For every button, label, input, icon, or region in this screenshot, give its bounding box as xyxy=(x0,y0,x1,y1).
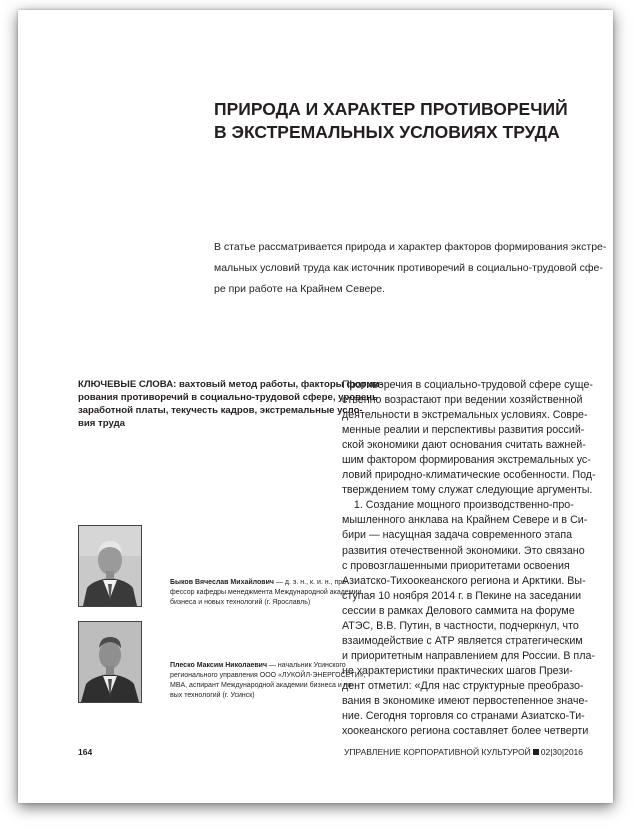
portrait-image xyxy=(79,526,141,606)
body-line: ской экономики дают основания считать важней- xyxy=(342,439,586,452)
author-plesko xyxy=(170,661,366,701)
body-line: бири — насущная задача современного этапа xyxy=(342,529,573,542)
author-affiliation: — начальник Усинского xyxy=(268,662,346,669)
keywords-block xyxy=(78,378,383,430)
body-line: 1. Создание мощного производственно-про- xyxy=(342,499,574,512)
body-line: АТЭС, В.В. Путин, в частности, подчеркнул, что xyxy=(342,619,579,632)
author-line: регионального управления ООО «ЛУКОЙЛ-ЭНЕРГОСЕТИ», xyxy=(170,672,366,679)
body-line: с провозглашенными приоритетами освоения xyxy=(342,559,570,572)
body-line: ственно возрастают при ведении хозяйственной xyxy=(342,394,583,407)
running-footer xyxy=(344,747,583,757)
author-bykov xyxy=(170,578,360,608)
author-line: фессор кафедры менеджмента Международной академии xyxy=(170,589,362,596)
body-line: не характеристики практических шагов Прези- xyxy=(342,664,573,677)
body-line: сессии в рамках Делового саммита на форуме xyxy=(342,604,575,617)
body-line: менные реалии и перспективы развития россий- xyxy=(342,424,585,437)
body-line: развития отечественной экономики. Это связано xyxy=(342,544,585,557)
author-line: бизнеса и новых технологий (г. Ярославль) xyxy=(170,599,311,606)
author-name: Плеско Максим Николаевич xyxy=(170,662,268,669)
author-name: Быков Вячеслав Михайлович xyxy=(170,579,274,586)
issue-number: 02|30|2016 xyxy=(540,747,583,757)
title-line: ПРИРОДА И ХАРАКТЕР ПРОТИВОРЕЧИЙ xyxy=(214,99,568,119)
body-text-column xyxy=(342,378,596,739)
body-line: ловий природно-климатические особенности. Под- xyxy=(342,469,596,482)
body-line: Противоречия в социально-трудовой сфере суще- xyxy=(342,379,593,391)
body-line: тверждением тому служат следующие аргументы. xyxy=(342,484,593,497)
author-affiliation: — д. э. н., к. и. н., про- xyxy=(275,579,349,586)
author-line: вых технологий (г. Усинск) xyxy=(170,692,255,699)
square-bullet-icon xyxy=(533,749,539,755)
journal-page xyxy=(18,10,613,803)
keywords-line: КЛЮЧЕВЫЕ СЛОВА: вахтовый метод работы, факторы форми- xyxy=(78,379,383,390)
abstract-line: мальных условий труда как источник противоречий в социально-трудовой сфе- xyxy=(214,262,603,274)
body-line: ние. Сегодня торговля со странами Азиатско-Ти- xyxy=(342,710,585,723)
body-line: дент отметил: «Для нас структурные преобразо- xyxy=(342,679,584,692)
author-line xyxy=(170,661,360,671)
author-photo-plesko xyxy=(78,621,142,703)
article-abstract xyxy=(214,237,607,300)
body-line: хоокеанского региона составляет более четверти xyxy=(342,725,589,738)
author-photo-bykov xyxy=(78,525,142,607)
journal-name: УПРАВЛЕНИЕ КОРПОРАТИВНОЙ КУЛЬТУРОЙ xyxy=(343,747,531,757)
keywords-line: вия труда xyxy=(78,418,126,429)
portrait-image xyxy=(79,622,141,702)
body-line: взаимодействие с АТР является стратегическим xyxy=(342,634,583,647)
body-line: ступая 10 ноября 2014 г. в Пекине на заседании xyxy=(342,589,582,602)
body-line: шим фактором формирования экстремальных ус- xyxy=(342,454,591,467)
body-line: Азиатско-Тихоокеанского региона и Арктики. Вы- xyxy=(342,574,586,587)
body-line: и приоритетным направлением для России. В пла- xyxy=(342,649,595,662)
keywords-line: рования противоречий в социально-трудовой сфере, уровень xyxy=(78,392,378,403)
abstract-line: В статье рассматривается природа и характер факторов формирования экстре- xyxy=(214,241,607,253)
author-line: MBA, аспирант Международной академии бизнеса и но- xyxy=(170,682,354,689)
author-line xyxy=(170,578,360,588)
title-line: В ЭКСТРЕМАЛЬНЫХ УСЛОВИЯХ ТРУДА xyxy=(214,122,560,142)
body-line: деятельности в экстремальных условиях. Совре- xyxy=(342,409,588,422)
keywords-line: заработной платы, текучесть кадров, экстремальные усло- xyxy=(78,405,363,416)
page-number: 164 xyxy=(78,747,93,757)
article-title xyxy=(214,98,594,144)
body-line: вания в экономике имеют первостепенное значе- xyxy=(342,694,588,707)
body-line: мышленного анклава на Крайнем Севере и в Си- xyxy=(342,514,588,527)
abstract-line: ре при работе на Крайнем Севере. xyxy=(214,283,385,295)
